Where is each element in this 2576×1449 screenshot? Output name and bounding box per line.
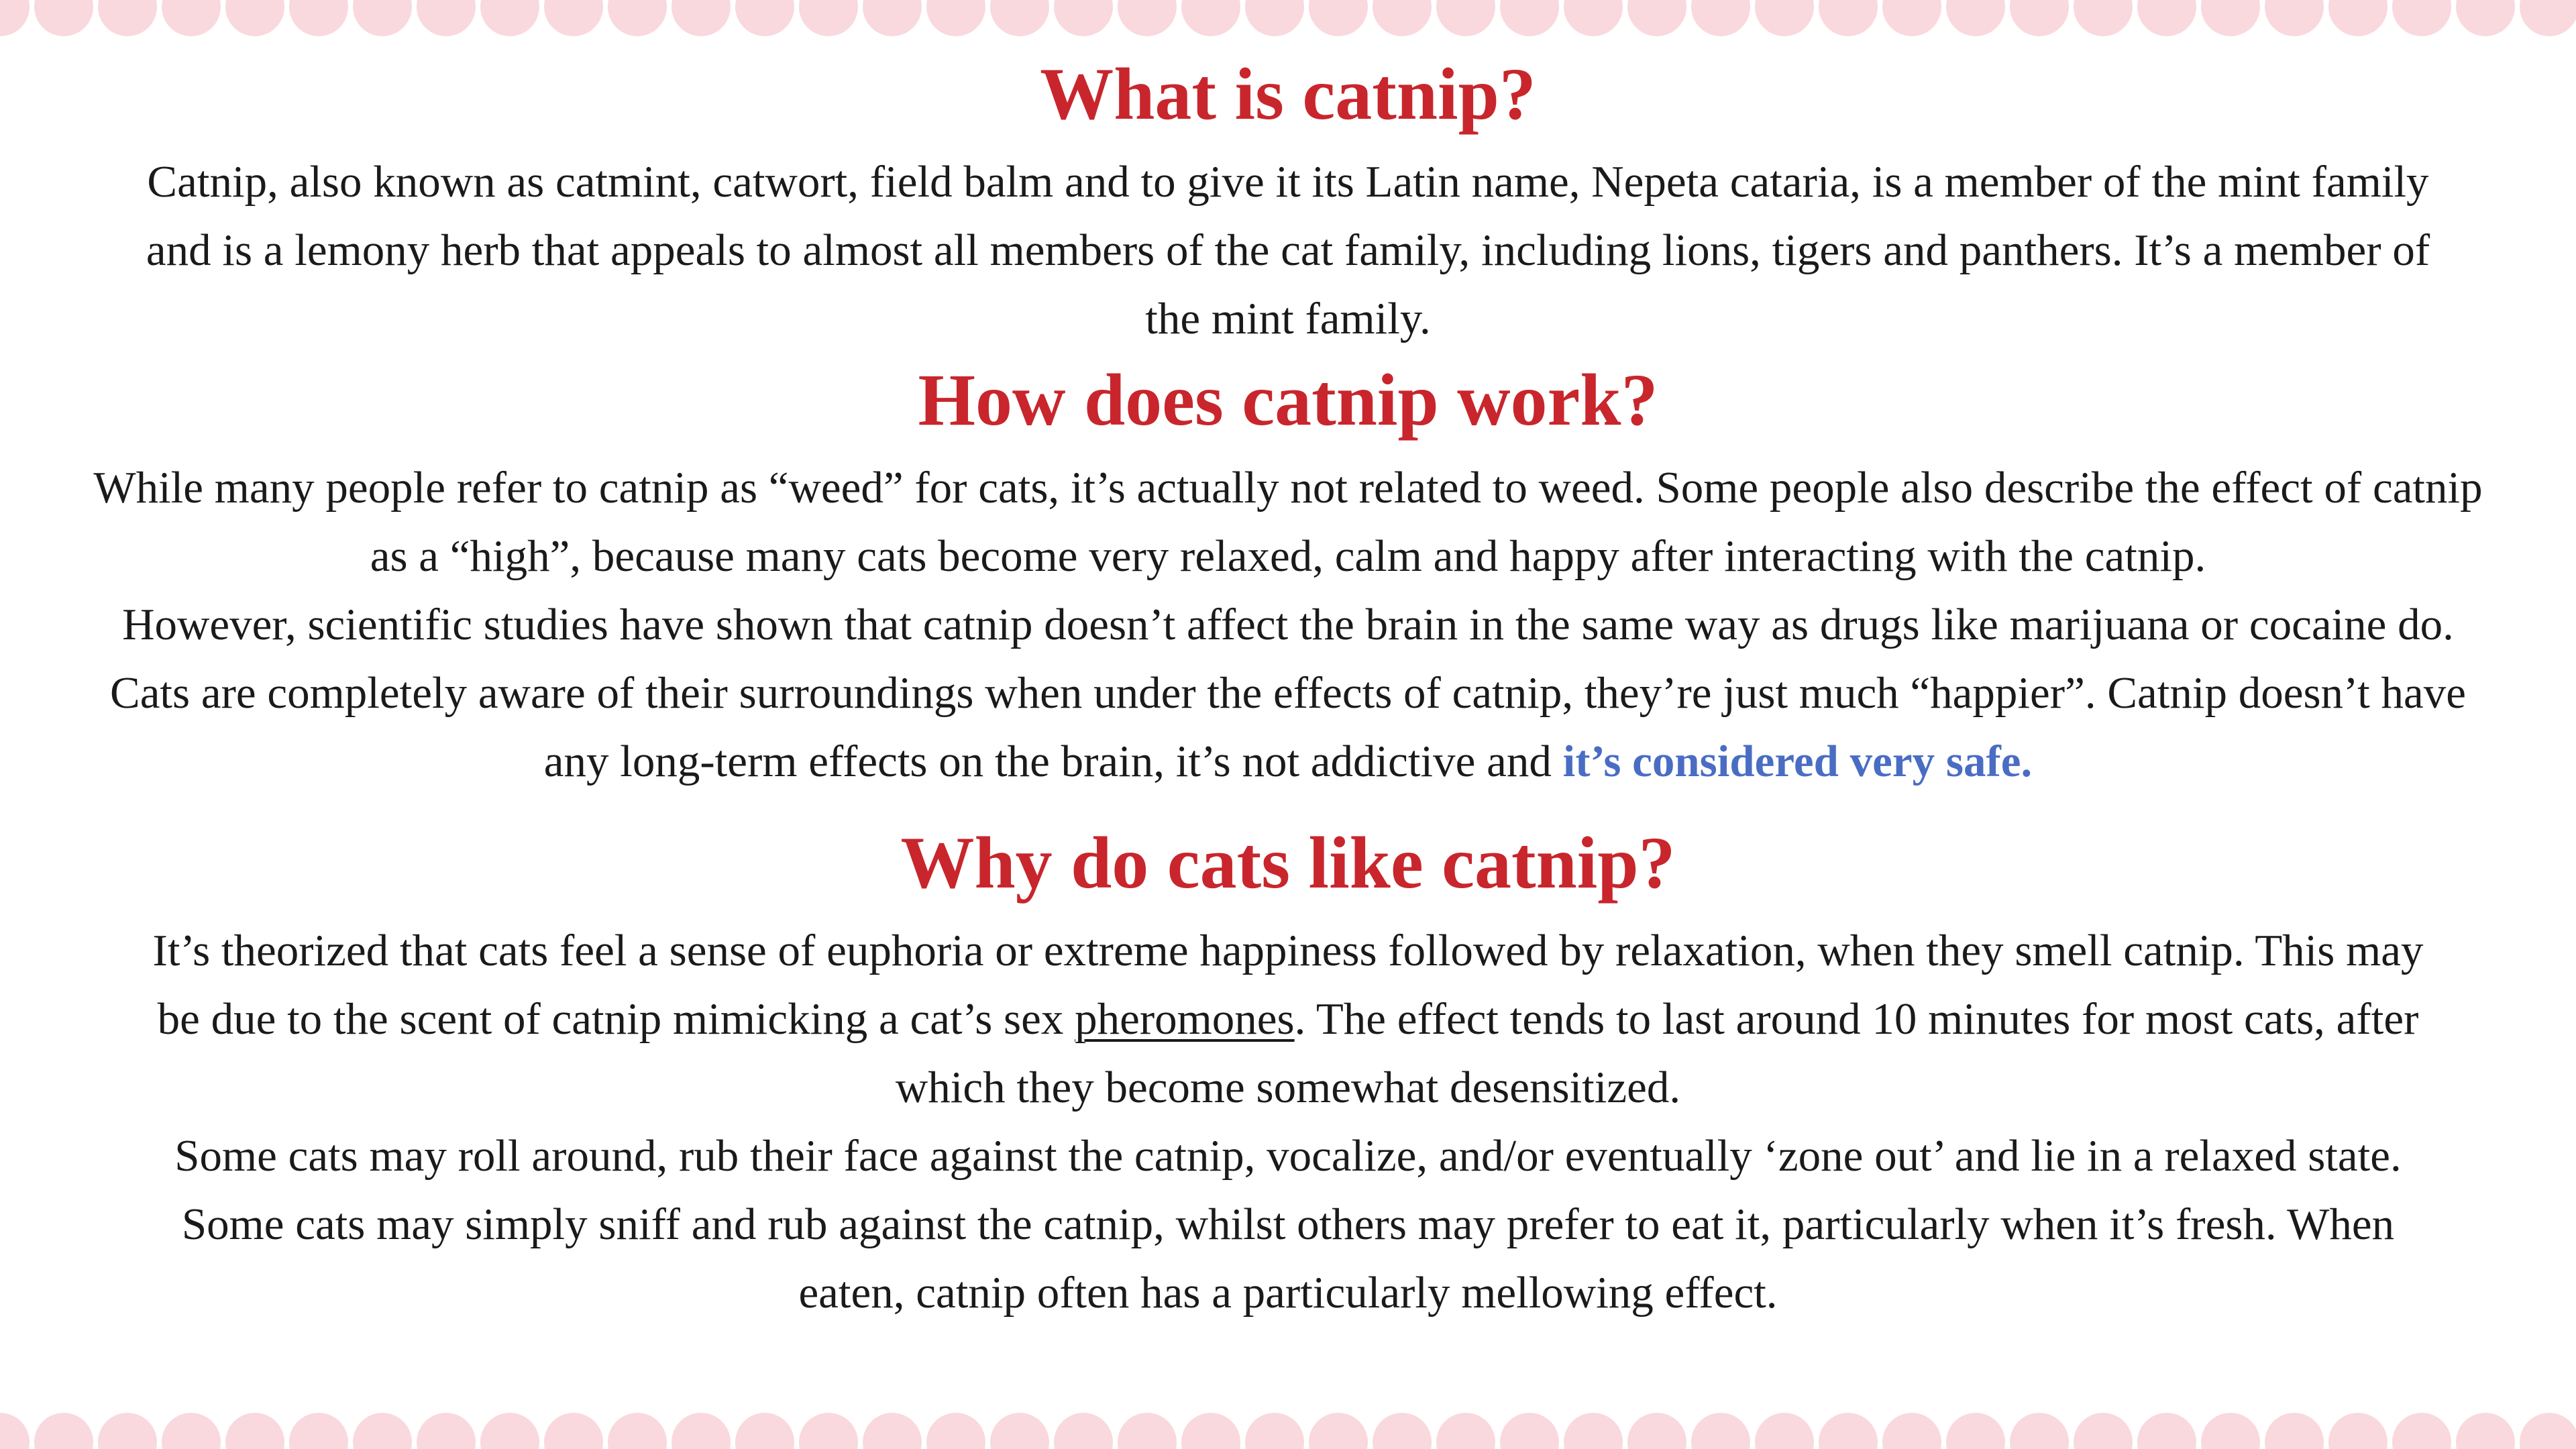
section-title: How does catnip work? [918,359,1658,441]
paragraph-text: . The effect tends to last around 10 minutes for most cats, after which they become somewhat desensitized. [895,994,2419,1112]
bottom-scallop-border [0,1399,2576,1449]
scallop-bump [863,1413,922,1449]
scallop-bump [1627,0,1686,36]
scallop-bump [1819,1413,1878,1449]
scallop-bump [1181,1413,1240,1449]
scallop-bump [2328,0,2387,36]
scallop-bump [289,0,348,36]
scallop-bump [1245,1413,1304,1449]
scallop-bump [1054,1413,1113,1449]
scallop-bump [990,1413,1049,1449]
scallop-bump [2010,0,2069,36]
scallop-bump [2520,0,2576,36]
scallop-bump [2328,1413,2387,1449]
scallop-bump [1373,1413,1432,1449]
top-scallop-shapes [0,0,2576,50]
scallop-bump [990,0,1049,36]
bottom-scallop-shapes [0,1399,2576,1449]
scallop-bump [799,0,858,36]
scallop-bump [1436,0,1495,36]
scallop-bump [34,0,93,36]
scallop-bump [1946,0,2005,36]
scallop-bump [1627,1413,1686,1449]
scallop-bump [1181,0,1240,36]
section-how-does-catnip-work [0,353,2576,796]
scallop-bump [544,0,603,36]
scallop-bump [2010,1413,2069,1449]
scallop-bump [1309,0,1368,36]
section-paragraph: Some cats may roll around, rub their face against the catnip, vocalize, and/or eventually ‘zone out’ and lie in a relaxed state. Some cats may simply sniff and rub against the catnip, whilst others may prefer to eat it, particularly when it’s fresh. When eaten, catnip often has a particularly mellowing effect. [174,1131,2402,1318]
scallop-bump [417,1413,476,1449]
scallop-bump [162,0,221,36]
scallop-bump [225,0,284,36]
scallop-bump [1564,0,1623,36]
scallop-bump [1309,1413,1368,1449]
section-title: What is catnip? [1040,53,1536,135]
scallop-bump [608,1413,667,1449]
scallop-bump [544,1413,603,1449]
scallop-bump [0,1413,30,1449]
scallop-bump [1436,1413,1495,1449]
scallop-bump [2137,1413,2196,1449]
paragraph-text: However, scientific studies have shown that catnip doesn’t affect the brain in the same way as drugs like marijuana or cocaine do. Cats are completely aware of their surroundings when under the effects of catnip, they’re just much “happier”. Catnip doesn’t have any long-term effects on the brain, it’s not addictive and [110,600,2466,786]
scallop-bump [2265,0,2324,36]
section-title: Why do cats like catnip? [900,822,1676,904]
scallop-bump [1500,1413,1559,1449]
scallop-bump [1691,0,1750,36]
section-paragraph: While many people refer to catnip as “weed” for cats, it’s actually not related to weed. Some people also describe the effect of catnip as a “high”, because many cats become very relaxed, calm and happy after interacting with the catnip. [93,463,2483,581]
scallop-bump [2074,1413,2133,1449]
scallop-bump [353,1413,412,1449]
scallop-bump [1755,0,1814,36]
scallop-bump [1500,0,1559,36]
scallop-bump [98,1413,157,1449]
pheromones-link[interactable]: pheromones [1075,994,1295,1044]
scallop-bump [0,0,30,36]
scallop-bump [1245,0,1304,36]
top-scallop-border [0,0,2576,50]
scallop-bump [1882,0,1941,36]
scallop-bump [1691,1413,1750,1449]
section-paragraph: Catnip, also known as catmint, catwort, field balm and to give it its Latin name, Nepeta cataria, is a member of the mint family and is a lemony herb that appeals to almost all members of the cat family, including lions, tigers and panthers. It’s a member of the mint family. [146,157,2430,343]
scallop-bump [735,0,794,36]
scallop-bump [2392,1413,2451,1449]
scallop-bump [926,0,985,36]
scallop-bump [225,1413,284,1449]
section-paragraph [127,916,2449,1122]
highlighted-text: it’s considered very safe. [1562,737,2033,786]
scallop-bump [2520,1413,2576,1449]
scallop-bump [2074,0,2133,36]
scallop-bump [34,1413,93,1449]
scallop-bump [2265,1413,2324,1449]
scallop-bump [2456,1413,2515,1449]
scallop-bump [417,0,476,36]
scallop-bump [1118,1413,1177,1449]
scallop-bump [2201,0,2260,36]
scallop-bump [1054,0,1113,36]
scallop-bump [1564,1413,1623,1449]
scallop-bump [863,0,922,36]
scallop-bump [1946,1413,2005,1449]
scallop-bump [1819,0,1878,36]
section-paragraph [91,590,2485,796]
scallop-bump [480,0,539,36]
scallop-bump [98,0,157,36]
article-content [0,47,2576,1327]
scallop-bump [672,1413,731,1449]
scallop-bump [1118,0,1177,36]
paragraph-text: It’s theorized that cats feel a sense of euphoria or extreme happiness followed by relaxation, when they smell catnip. This may be due to the scent of catnip mimicking a cat’s sex [152,926,2424,1044]
scallop-bump [480,1413,539,1449]
scallop-bump [2456,0,2515,36]
scallop-bump [289,1413,348,1449]
scallop-bump [735,1413,794,1449]
scallop-bump [1882,1413,1941,1449]
scallop-bump [672,0,731,36]
scallop-bump [353,0,412,36]
scallop-bump [608,0,667,36]
scallop-bump [799,1413,858,1449]
scallop-bump [2392,0,2451,36]
scallop-bump [926,1413,985,1449]
scallop-bump [1373,0,1432,36]
scallop-bump [162,1413,221,1449]
section-why-do-cats-like-catnip [0,816,2576,1327]
scallop-bump [1755,1413,1814,1449]
scallop-bump [2201,1413,2260,1449]
section-what-is-catnip [0,47,2576,353]
scallop-bump [2137,0,2196,36]
